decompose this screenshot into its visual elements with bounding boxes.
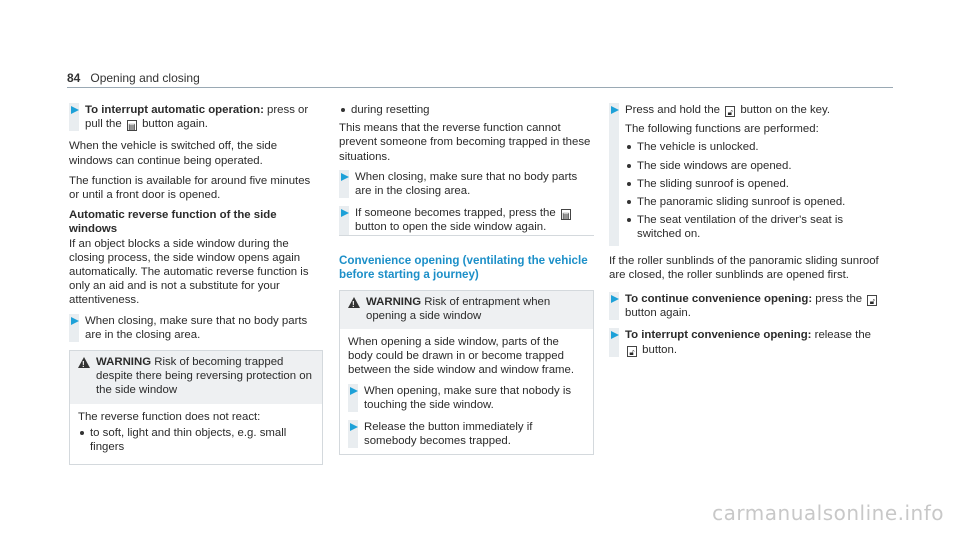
page-header — [67, 69, 200, 87]
step-arrow-icon — [611, 106, 619, 114]
warning-triangle-icon — [348, 297, 360, 308]
paragraph: If an object blocks a side window during the closing process, the side window opens again automatically. The automatic reverse function is only an aid and is not a substitute for your attentiveness. — [69, 237, 309, 307]
page-number: 84 — [67, 71, 81, 85]
watermark: carmanualsonline.info — [712, 501, 944, 525]
step-interrupt-automatic: To interrupt automatic operation: press or pull the ▤ button again. — [69, 103, 323, 131]
unlock-icon: 🔓︎ — [867, 295, 877, 306]
paragraph: The function is available for around five minutes or until a front door is opened. — [69, 174, 311, 202]
step-interrupt-opening: To interrupt convenience opening: release the 🔓︎ button. — [609, 328, 883, 356]
warning-triangle-icon — [78, 357, 90, 368]
list-item: during resetting — [339, 103, 594, 117]
step-release: Release the button immediately if somebody becomes trapped. — [348, 420, 585, 448]
step-closing: When closing, make sure that no body parts are in the closing area. — [69, 314, 323, 342]
step-arrow-icon — [71, 317, 79, 325]
warning-box: ! WARNING Risk of entrapment when opening a side window When opening a side window, parts of the body could be drawn in or become trapped between the side window and window frame. When opening, make sure that nobody is touching the side window. Release the button immediately if somebody becomes trapped. — [339, 290, 594, 456]
step-arrow-icon — [341, 209, 349, 217]
warning-box: ! WARNING Risk of becoming trapped despite there being reversing protection on the side window The reverse function does not react: to soft, light and thin objects, e.g. small fingers — [69, 350, 323, 465]
paragraph: When the vehicle is switched off, the side windows can continue being operated. — [69, 140, 278, 167]
paragraph: This means that the reverse function cannot prevent someone from becoming trapped in these situations. — [339, 122, 591, 163]
function-list — [625, 140, 883, 241]
paragraph: If the roller sunblinds of the panoramic sliding sunroof are closed, the roller sunblinds are opened first. — [609, 254, 879, 281]
list-item: The seat ventilation of the driver's seat is switched on. — [625, 213, 883, 241]
subheading: Automatic reverse function of the side windows — [69, 209, 277, 236]
step-arrow-icon — [350, 387, 358, 395]
list-item: The sliding sunroof is opened. — [625, 177, 883, 191]
column-1 — [69, 103, 323, 473]
list-item: The side windows are opened. — [625, 159, 883, 173]
step-closing: When closing, make sure that no body parts are in the closing area. — [339, 170, 594, 198]
step-press-hold: Press and hold the 🔓︎ button on the key. The following functions are performed: The vehicle is unlocked. The side windows are opened. The sliding sunroof is opened. The panoramic sliding sunroof is opened. The seat ventilation of the driver's seat is switched on. — [609, 103, 883, 246]
window-switch-icon: ▤ — [128, 122, 136, 132]
step-arrow-icon — [341, 173, 349, 181]
section-heading: Convenience opening (ventilating the vehicle before starting a journey) — [339, 253, 588, 281]
step-arrow-icon — [611, 295, 619, 303]
header-divider — [67, 87, 893, 88]
list-item: The panoramic sliding sunroof is opened. — [625, 195, 883, 209]
window-switch-icon: ▤ — [562, 211, 570, 221]
list-item: to soft, light and thin objects, e.g. small fingers — [78, 426, 314, 454]
unlock-icon: 🔓︎ — [627, 346, 637, 357]
step-arrow-icon — [350, 423, 358, 431]
step-continue-opening: To continue convenience opening: press the 🔓︎ button again. — [609, 292, 883, 320]
step-opening: When opening, make sure that nobody is touching the side window. — [348, 384, 585, 412]
list-item: The vehicle is unlocked. — [625, 140, 883, 154]
column-3 — [609, 103, 883, 365]
step-trapped: If someone becomes trapped, press the ▤ button to open the side window again. — [339, 206, 594, 234]
step-bold: To interrupt automatic operation: — [85, 104, 264, 116]
step-arrow-icon — [611, 331, 619, 339]
unlock-icon: 🔓︎ — [725, 106, 735, 117]
column-2 — [339, 103, 594, 463]
section-title: Opening and closing — [90, 71, 200, 85]
step-arrow-icon — [71, 106, 79, 114]
